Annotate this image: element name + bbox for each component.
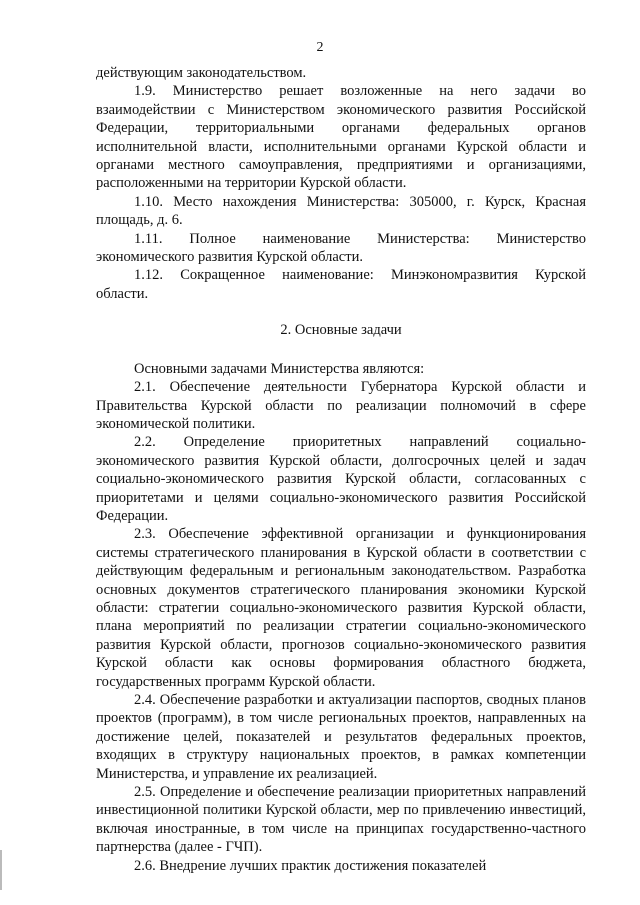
page-number: 2	[316, 40, 324, 55]
section-heading: 2. Основные задачи	[280, 322, 402, 339]
paragraph: 2.4. Обеспечение разработки и актуализации паспортов, сводных планов проектов (программ), в том числе региональных проектов, направленных на достижение целей, показателей и результатов федеральных проектов, входящих в структуру национальных проектов, в рамках компетенции Министерства, и управление их реализацией.	[96, 692, 586, 782]
paragraph: действующим законодательством.	[96, 65, 307, 81]
paragraph: 2.3. Обеспечение эффективной организации и функционирования системы стратегического планирования в Курской области в соответствии с действующим федеральным и региональным законодательством. Разработка основных документов стратегического планирования экономики Курской области: стратегии социально-экономического развития Курской области, плана мероприятий по реализации стратегии социально-экономического развития Курской области, прогнозов социально-экономического развития Курской области как основы формирования областного бюджета, государственных программ Курской области.	[96, 526, 586, 690]
paragraph: Основными задачами Министерства являются:	[134, 360, 425, 377]
section-1-continuation	[96, 64, 586, 303]
paragraph: 2.5. Определение и обеспечение реализации приоритетных направлений инвестиционной политики Курской области, мер по привлечению инвестиций, включая иностранные, в том числе на принципах государственно-частного партнерства (далее - ГЧП).	[96, 784, 586, 856]
paragraph: 2.1. Обеспечение деятельности Губернатора Курской области и Правительства Курской области по реализации полномочий в сфере экономической политики.	[96, 379, 586, 432]
paragraph: 1.9. Министерство решает возложенные на него задачи во взаимодействии с Министерством экономического развития Российской Федерации, территориальными органами федеральных органов исполнительной власти, исполнительными органами Курской области и органами местного самоуправления, предприятиями и организациями, расположенными на территории Курской области.	[96, 83, 586, 192]
section-2-tasks	[96, 360, 586, 875]
paragraph: 2.2. Определение приоритетных направлений социально-экономического развития Курской области, долгосрочных целей и задач социально-экономического развития Курской области, согласованных с приоритетами и целями социально-экономического развития Российской Федерации.	[96, 434, 586, 524]
document-body	[96, 64, 586, 875]
paragraph: 2.6. Внедрение лучших практик достижения показателей	[134, 857, 487, 874]
scan-edge-mark	[0, 850, 2, 890]
paragraph: 1.12. Сокращенное наименование: Минэкономразвития Курской области.	[96, 267, 586, 302]
paragraph: 1.11. Полное наименование Министерства: Министерство экономического развития Курской области.	[96, 230, 586, 266]
paragraph: 1.10. Место нахождения Министерства: 305000, г. Курск, Красная площадь, д. 6.	[96, 193, 586, 229]
